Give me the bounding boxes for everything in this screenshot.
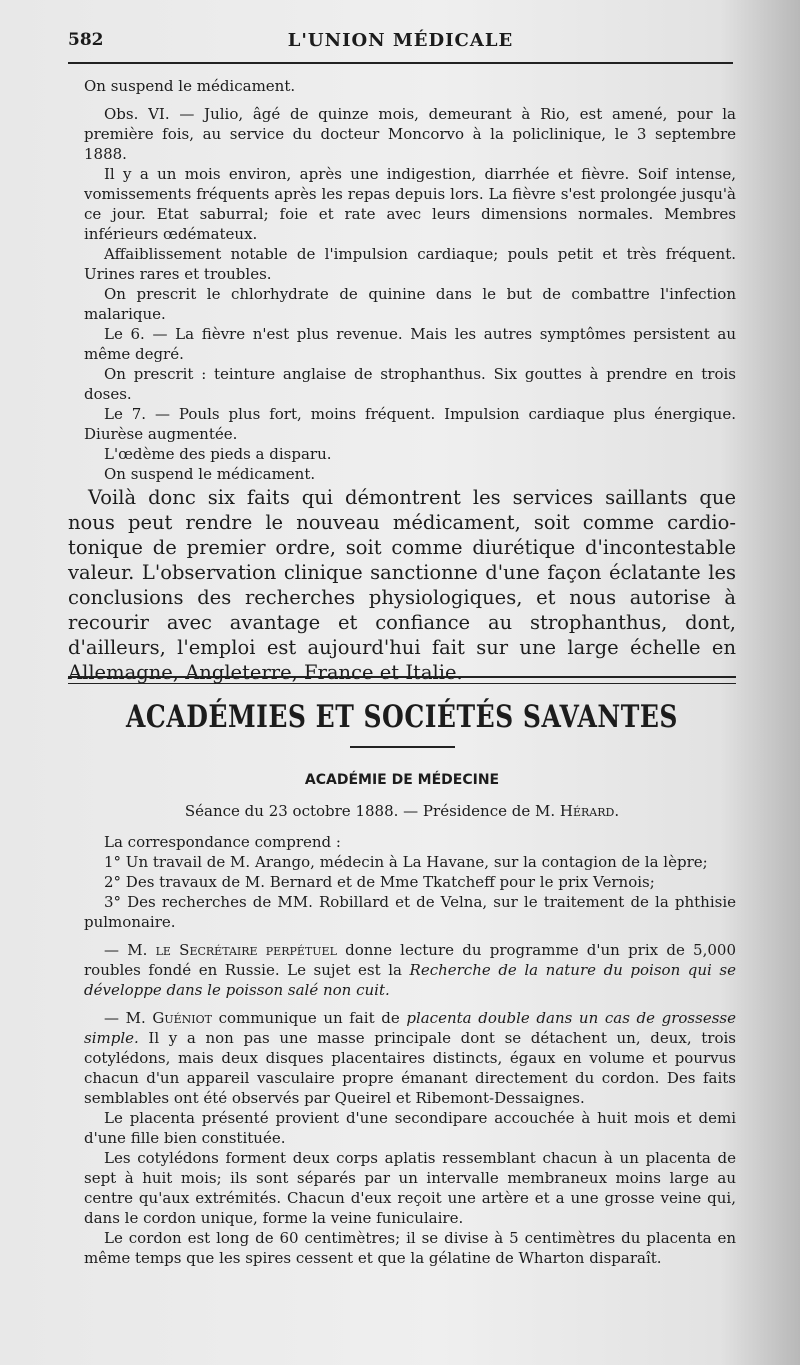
section-subtitle: ACADÉMIE DE MÉDECINE (304, 772, 500, 788)
paragraph-oedema: L'œdème des pieds a disparu. (104, 445, 332, 463)
correspondence-intro: La correspondance comprend : (104, 833, 341, 851)
header-rule (68, 62, 733, 64)
correspondence-item-2: 2° Des travaux de M. Bernard et de Mme Tkatcheff pour le prix Vernois; (104, 873, 655, 891)
page-header (68, 30, 733, 60)
observation-block (84, 76, 736, 484)
academy-report (84, 832, 736, 1268)
gueniot-subject: placenta double dans un cas de grossesse simple. (84, 1009, 736, 1047)
gueniot-text: communique un fait de (211, 1009, 407, 1027)
paragraph-strophanthus: On prescrit : teinture anglaise de strophanthus. Six gouttes à prendre en trois doses. (84, 365, 736, 403)
conclusion-block (68, 485, 736, 685)
president-name: Hérard. (559, 802, 620, 820)
spacer (84, 96, 736, 104)
spacer (84, 932, 736, 940)
section-title: ACADÉMIES ET SOCIÉTÉS SAVANTES (126, 698, 678, 735)
paragraph-day-6: Le 6. — La fièvre n'est plus revenue. Mais les autres symptômes persistent au même degré. (84, 325, 736, 363)
paragraph-gueniot (84, 1008, 736, 1108)
page-number: 582 (68, 30, 104, 50)
gueniot-rest: Il y a non pas une masse principale dont se détachent un, deux, trois cotylédons, mais deux disques placentaires distincts, égaux en volume et pourvus chacun d'un appareil vasculaire propre émanant directement du cordon. Des faits semblables ont été observés par Queirel et Ribemont-Dessaignes. (84, 1029, 736, 1107)
conclusion-paragraph: Voilà donc six faits qui démontrent les services saillants que nous peut rendre le nouveau médicament, soit comme cardio-tonique de premier ordre, soit comme diurétique d'incontestable valeur. L'observation clinique sanctionne d'une façon éclatante les conclusions des recherches physiologiques, et nous autorise à recourir avec avantage et confiance au strophanthus, dont, d'ailleurs, l'emploi est aujourd'hui fait sur une large échelle en Allemagne, Angleterre, France et Italie. (68, 486, 736, 684)
gueniot-name: Guéniot (152, 1009, 212, 1027)
session-text: Séance du 23 octobre 1888. — Présidence de M. (184, 802, 560, 820)
paragraph-placenta: Le placenta présenté provient d'une secondipare accouchée à huit mois et demi d'une fille bien constituée. (84, 1109, 736, 1147)
running-title: L'UNION MÉDICALE (287, 30, 514, 51)
paragraph-cotyledons: Les cotylédons forment deux corps aplatis ressemblant chacun à un placenta de sept à huit mois; ils sont séparés par un intervalle membraneux moins large au centre qu'aux extrémités. Chacun d'eux reçoit une artère et a une grosse veine qui, dans le cordon unique, forme la veine funiculaire. (84, 1149, 736, 1227)
title-underline (350, 746, 455, 748)
paragraph-cardiac: Affaiblissement notable de l'impulsion cardiaque; pouls petit et très fréquent. Urines rares et troubles. (84, 245, 736, 283)
paragraph-obs-vi: Obs. VI. — Julio, âgé de quinze mois, demeurant à Rio, est amené, pour la première fois, au service du docteur Moncorvo à la policlinique, le 3 septembre 1888. (84, 105, 736, 163)
paragraph-quinine: On prescrit le chlorhydrate de quinine dans le but de combattre l'infection malarique. (84, 285, 736, 323)
paragraph-suspend-1: On suspend le médicament. (84, 77, 296, 95)
secretary-prefix: — M. (104, 941, 156, 959)
secretary-subject: Recherche de la nature du poison qui se développe dans le poisson salé non cuit. (84, 961, 736, 999)
paragraph-history: Il y a un mois environ, après une indigestion, diarrhée et fièvre. Soif intense, vomissements fréquents après les repas depuis lors. La fièvre s'est prolongée jusqu'à ce jour. Etat saburral; foie et rate avec leurs dimensions normales. Membres inférieurs œdémateux. (84, 165, 736, 243)
secretary-text: donne lecture du programme d'un prix de 5,000 roubles fondé en Russie. Le sujet est la (84, 941, 737, 979)
paragraph-suspend-2: On suspend le médicament. (104, 465, 316, 483)
paragraph-cordon: Le cordon est long de 60 centimètres; il se divise à 5 centimètres du placenta en même temps que les spires cessent et que la gélatine de Wharton disparaît. (84, 1229, 736, 1267)
secretary-name: le Secrétaire perpétuel (155, 941, 337, 959)
gueniot-prefix: — M. (104, 1009, 153, 1027)
paragraph-secretary (84, 940, 736, 1000)
paragraph-day-7: Le 7. — Pouls plus fort, moins fréquent. Impulsion cardiaque plus énergique. Diurèse augmentée. (84, 405, 736, 443)
spacer (84, 1000, 736, 1008)
section-divider (68, 676, 736, 684)
session-line (68, 802, 736, 820)
correspondence-item-3: 3° Des recherches de MM. Robillard et de Velna, sur le traitement de la phthisie pulmonaire. (84, 893, 736, 931)
correspondence-item-1: 1° Un travail de M. Arango, médecin à La Havane, sur la contagion de la lèpre; (104, 853, 708, 871)
